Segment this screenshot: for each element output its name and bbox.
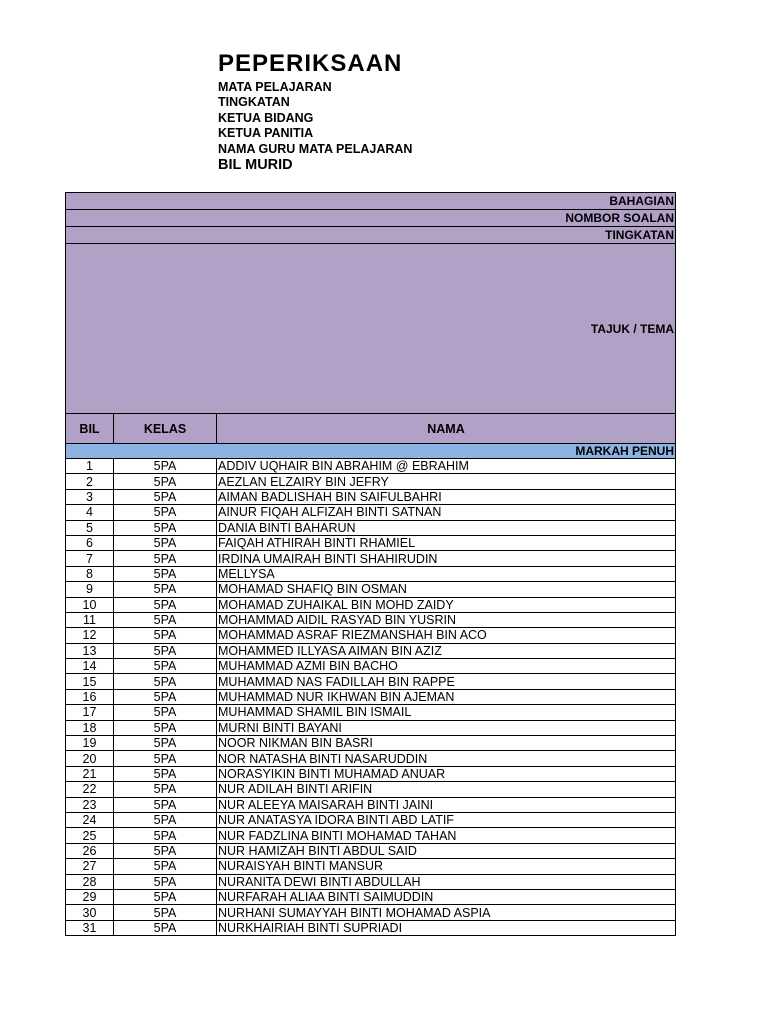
student-bil-cell[interactable]: 31 xyxy=(66,920,114,935)
student-bil-cell[interactable]: 25 xyxy=(66,828,114,843)
student-kelas-cell[interactable]: 5PA xyxy=(114,843,217,858)
student-bil-cell[interactable]: 27 xyxy=(66,859,114,874)
student-kelas-cell[interactable]: 5PA xyxy=(114,874,217,889)
markah-penuh-label[interactable]: MARKAH PENUH xyxy=(66,444,676,459)
student-nama-cell[interactable]: MUHAMMAD SHAMIL BIN ISMAIL xyxy=(217,705,676,720)
student-bil-cell[interactable]: 5 xyxy=(66,520,114,535)
student-row xyxy=(66,766,676,781)
student-row xyxy=(66,889,676,904)
student-nama-cell[interactable]: MOHAMMAD ASRAF RIEZMANSHAH BIN ACO xyxy=(217,628,676,643)
student-nama-cell[interactable]: AIMAN BADLISHAH BIN SAIFULBAHRI xyxy=(217,489,676,504)
student-bil-cell[interactable]: 4 xyxy=(66,505,114,520)
student-row xyxy=(66,905,676,920)
student-row xyxy=(66,535,676,550)
field-bil-murid: BIL MURID xyxy=(218,157,293,173)
bahagian-label[interactable]: BAHAGIAN xyxy=(66,193,676,210)
student-bil-cell[interactable]: 23 xyxy=(66,797,114,812)
student-kelas-cell[interactable]: 5PA xyxy=(114,474,217,489)
column-header-row xyxy=(66,414,676,444)
student-kelas-cell[interactable]: 5PA xyxy=(114,689,217,704)
field-mata-pelajaran: MATA PELAJARAN xyxy=(218,80,332,94)
tajuk-tema-row xyxy=(66,244,676,414)
student-kelas-cell[interactable]: 5PA xyxy=(114,797,217,812)
student-nama-cell[interactable]: NURFARAH ALIAA BINTI SAIMUDDIN xyxy=(217,889,676,904)
student-nama-cell[interactable]: FAIQAH ATHIRAH BINTI RHAMIEL xyxy=(217,535,676,550)
student-row xyxy=(66,736,676,751)
student-kelas-cell[interactable]: 5PA xyxy=(114,643,217,658)
student-nama-cell[interactable]: NUR ANATASYA IDORA BINTI ABD LATIF xyxy=(217,812,676,827)
student-kelas-cell[interactable]: 5PA xyxy=(114,505,217,520)
student-row xyxy=(66,674,676,689)
field-ketua-panitia: KETUA PANITIA xyxy=(218,126,314,140)
student-row xyxy=(66,874,676,889)
student-row xyxy=(66,643,676,658)
student-kelas-cell[interactable]: 5PA xyxy=(114,674,217,689)
student-row xyxy=(66,705,676,720)
student-kelas-cell[interactable]: 5PA xyxy=(114,720,217,735)
student-kelas-cell[interactable]: 5PA xyxy=(114,812,217,827)
student-bil-cell[interactable]: 11 xyxy=(66,612,114,627)
student-row xyxy=(66,520,676,535)
student-bil-cell[interactable]: 18 xyxy=(66,720,114,735)
student-bil-cell[interactable]: 28 xyxy=(66,874,114,889)
student-bil-cell[interactable]: 10 xyxy=(66,597,114,612)
student-nama-cell[interactable]: NUR ALEEYA MAISARAH BINTI JAINI xyxy=(217,797,676,812)
student-bil-cell[interactable]: 20 xyxy=(66,751,114,766)
student-row xyxy=(66,459,676,474)
student-bil-cell[interactable]: 13 xyxy=(66,643,114,658)
student-nama-cell[interactable]: MUHAMMAD AZMI BIN BACHO xyxy=(217,659,676,674)
student-nama-cell[interactable]: MUHAMMAD NAS FADILLAH BIN RAPPE xyxy=(217,674,676,689)
student-row xyxy=(66,582,676,597)
student-row xyxy=(66,612,676,627)
student-row xyxy=(66,474,676,489)
student-kelas-cell[interactable]: 5PA xyxy=(114,612,217,627)
student-nama-cell[interactable]: NURANITA DEWI BINTI ABDULLAH xyxy=(217,874,676,889)
markah-penuh-row xyxy=(66,444,676,459)
student-nama-cell[interactable]: NUR ADILAH BINTI ARIFIN xyxy=(217,782,676,797)
student-nama-cell[interactable]: AINUR FIQAH ALFIZAH BINTI SATNAN xyxy=(217,505,676,520)
student-nama-cell[interactable]: MOHAMAD SHAFIQ BIN OSMAN xyxy=(217,582,676,597)
student-bil-cell[interactable]: 12 xyxy=(66,628,114,643)
student-nama-cell[interactable]: MURNI BINTI BAYANI xyxy=(217,720,676,735)
field-ketua-bidang: KETUA BIDANG xyxy=(218,111,314,125)
student-nama-cell[interactable]: MELLYSA xyxy=(217,566,676,581)
student-bil-cell[interactable]: 7 xyxy=(66,551,114,566)
tajuk-tema-label[interactable]: TAJUK / TEMA xyxy=(66,244,676,414)
student-row xyxy=(66,828,676,843)
nombor-soalan-row xyxy=(66,210,676,227)
student-bil-cell[interactable]: 17 xyxy=(66,705,114,720)
student-row xyxy=(66,551,676,566)
field-nama-guru: NAMA GURU MATA PELAJARAN xyxy=(218,142,413,156)
student-row xyxy=(66,797,676,812)
student-bil-cell[interactable]: 15 xyxy=(66,674,114,689)
student-nama-cell[interactable]: NUR HAMIZAH BINTI ABDUL SAID xyxy=(217,843,676,858)
student-nama-cell[interactable]: NOR NATASHA BINTI NASARUDDIN xyxy=(217,751,676,766)
student-bil-cell[interactable]: 1 xyxy=(66,459,114,474)
student-row xyxy=(66,751,676,766)
bahagian-row xyxy=(66,193,676,210)
student-kelas-cell[interactable]: 5PA xyxy=(114,489,217,504)
student-bil-cell[interactable]: 2 xyxy=(66,474,114,489)
student-row xyxy=(66,782,676,797)
student-kelas-cell[interactable]: 5PA xyxy=(114,459,217,474)
student-row xyxy=(66,843,676,858)
student-nama-cell[interactable]: NUR FADZLINA BINTI MOHAMAD TAHAN xyxy=(217,828,676,843)
student-kelas-cell[interactable]: 5PA xyxy=(114,535,217,550)
student-kelas-cell[interactable]: 5PA xyxy=(114,705,217,720)
column-header-kelas[interactable]: KELAS xyxy=(114,414,217,444)
student-bil-cell[interactable]: 8 xyxy=(66,566,114,581)
student-row xyxy=(66,628,676,643)
student-nama-cell[interactable]: MUHAMMAD NUR IKHWAN BIN AJEMAN xyxy=(217,689,676,704)
student-nama-cell[interactable]: NURKHAIRIAH BINTI SUPRIADI xyxy=(217,920,676,935)
student-nama-cell[interactable]: AEZLAN ELZAIRY BIN JEFRY xyxy=(217,474,676,489)
student-nama-cell[interactable]: MOHAMMAD AIDIL RASYAD BIN YUSRIN xyxy=(217,612,676,627)
student-row xyxy=(66,659,676,674)
column-header-nama[interactable]: NAMA xyxy=(217,414,676,444)
student-nama-cell[interactable]: MOHAMMED ILLYASA AIMAN BIN AZIZ xyxy=(217,643,676,658)
student-bil-cell[interactable]: 26 xyxy=(66,843,114,858)
student-nama-cell[interactable]: MOHAMAD ZUHAIKAL BIN MOHD ZAIDY xyxy=(217,597,676,612)
nombor-soalan-label[interactable]: NOMBOR SOALAN xyxy=(66,210,676,227)
student-kelas-cell[interactable]: 5PA xyxy=(114,905,217,920)
student-bil-cell[interactable]: 16 xyxy=(66,689,114,704)
student-bil-cell[interactable]: 24 xyxy=(66,812,114,827)
student-kelas-cell[interactable]: 5PA xyxy=(114,766,217,781)
student-row xyxy=(66,597,676,612)
student-bil-cell[interactable]: 9 xyxy=(66,582,114,597)
student-marks-table xyxy=(65,192,676,936)
student-bil-cell[interactable]: 6 xyxy=(66,535,114,550)
student-kelas-cell[interactable]: 5PA xyxy=(114,566,217,581)
student-kelas-cell[interactable]: 5PA xyxy=(114,782,217,797)
field-tingkatan: TINGKATAN xyxy=(218,95,290,109)
student-nama-cell[interactable]: IRDINA UMAIRAH BINTI SHAHIRUDIN xyxy=(217,551,676,566)
student-kelas-cell[interactable]: 5PA xyxy=(114,597,217,612)
column-header-bil[interactable]: BIL xyxy=(66,414,114,444)
student-bil-cell[interactable]: 19 xyxy=(66,736,114,751)
student-row xyxy=(66,566,676,581)
student-bil-cell[interactable]: 30 xyxy=(66,905,114,920)
student-kelas-cell[interactable]: 5PA xyxy=(114,751,217,766)
student-bil-cell[interactable]: 29 xyxy=(66,889,114,904)
student-row xyxy=(66,920,676,935)
student-bil-cell[interactable]: 14 xyxy=(66,659,114,674)
student-bil-cell[interactable]: 3 xyxy=(66,489,114,504)
student-row xyxy=(66,505,676,520)
student-kelas-cell[interactable]: 5PA xyxy=(114,628,217,643)
student-row xyxy=(66,859,676,874)
student-nama-cell[interactable]: DANIA BINTI BAHARUN xyxy=(217,520,676,535)
student-kelas-cell[interactable]: 5PA xyxy=(114,889,217,904)
student-nama-cell[interactable]: ADDIV UQHAIR BIN ABRAHIM @ EBRAHIM xyxy=(217,459,676,474)
student-nama-cell[interactable]: NOOR NIKMAN BIN BASRI xyxy=(217,736,676,751)
student-bil-cell[interactable]: 22 xyxy=(66,782,114,797)
student-kelas-cell[interactable]: 5PA xyxy=(114,520,217,535)
student-kelas-cell[interactable]: 5PA xyxy=(114,551,217,566)
student-kelas-cell[interactable]: 5PA xyxy=(114,920,217,935)
student-kelas-cell[interactable]: 5PA xyxy=(114,659,217,674)
student-row xyxy=(66,489,676,504)
tingkatan-row xyxy=(66,227,676,244)
student-nama-cell[interactable]: NURAISYAH BINTI MANSUR xyxy=(217,859,676,874)
student-kelas-cell[interactable]: 5PA xyxy=(114,736,217,751)
student-bil-cell[interactable]: 21 xyxy=(66,766,114,781)
student-kelas-cell[interactable]: 5PA xyxy=(114,859,217,874)
student-row xyxy=(66,720,676,735)
student-kelas-cell[interactable]: 5PA xyxy=(114,582,217,597)
student-row xyxy=(66,812,676,827)
student-nama-cell[interactable]: NORASYIKIN BINTI MUHAMAD ANUAR xyxy=(217,766,676,781)
student-nama-cell[interactable]: NURHANI SUMAYYAH BINTI MOHAMAD ASPIA xyxy=(217,905,676,920)
student-row xyxy=(66,689,676,704)
tingkatan-label[interactable]: TINGKATAN xyxy=(66,227,676,244)
exam-title: PEPERIKSAAN xyxy=(218,50,403,77)
student-kelas-cell[interactable]: 5PA xyxy=(114,828,217,843)
